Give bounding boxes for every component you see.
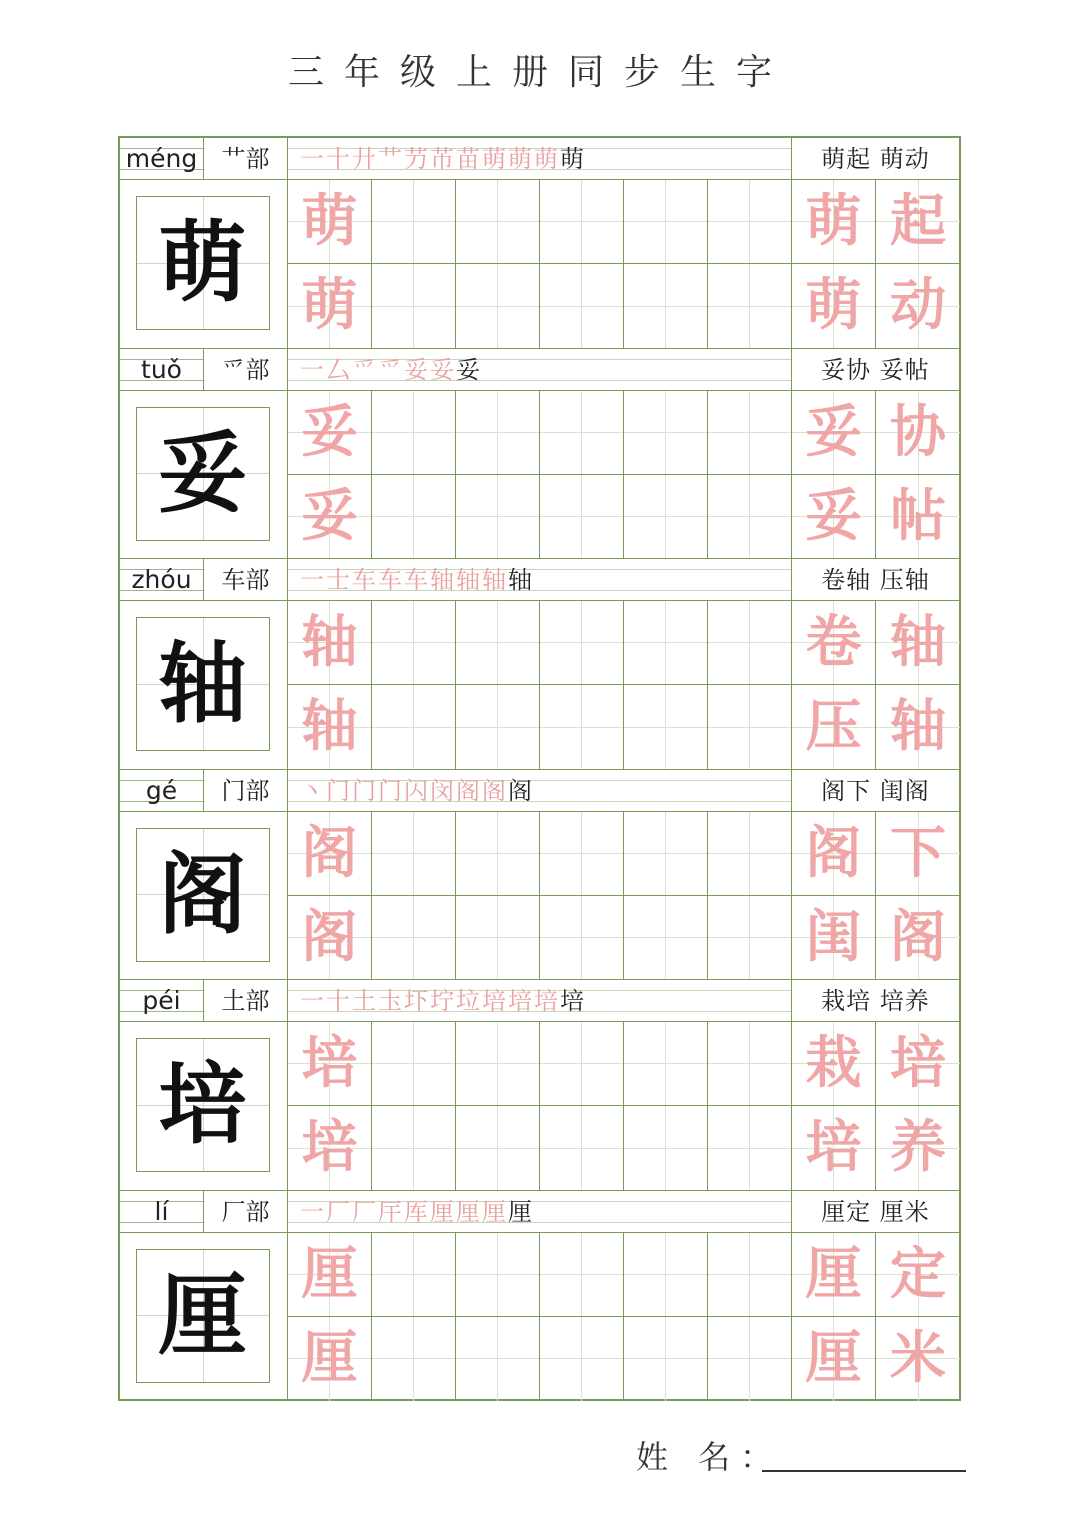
stroke-step: 厘	[482, 1197, 508, 1226]
practice-cell[interactable]	[708, 896, 792, 980]
model-character-cell	[120, 812, 288, 980]
practice-cell[interactable]	[540, 685, 624, 769]
character-header-row	[120, 349, 959, 391]
stroke-step: 轴	[508, 566, 534, 594]
practice-cell[interactable]	[288, 812, 372, 896]
stroke-step: 艹	[378, 145, 404, 173]
practice-cell[interactable]	[288, 1022, 372, 1106]
model-character: 轴	[158, 631, 247, 735]
trace-character: 轴	[890, 609, 946, 675]
practice-cell[interactable]	[624, 1233, 708, 1317]
practice-cell[interactable]	[456, 475, 540, 559]
practice-cell[interactable]	[792, 1022, 876, 1106]
trace-character: 阁	[301, 819, 358, 886]
stroke-step: 门	[378, 776, 404, 805]
trace-character: 动	[890, 272, 946, 338]
stroke-step: 阁	[508, 776, 534, 805]
trace-character: 阁	[805, 819, 862, 886]
trace-character: 妥	[805, 398, 862, 465]
stroke-step: 闵	[430, 776, 456, 805]
example-words: 栽培 培养	[821, 987, 930, 1015]
practice-cell[interactable]	[372, 1233, 456, 1317]
pinyin: lí	[120, 1191, 204, 1233]
character-block	[120, 770, 959, 980]
radical: 门部	[204, 770, 288, 812]
practice-cell[interactable]	[792, 180, 876, 264]
practice-cell[interactable]	[372, 1106, 456, 1190]
practice-cell[interactable]	[708, 1233, 792, 1317]
example-words: 卷轴 压轴	[821, 566, 930, 594]
stroke-step: 萌	[482, 145, 508, 173]
pinyin: gé	[120, 770, 204, 812]
trace-character: 协	[890, 398, 946, 465]
practice-cell[interactable]	[876, 601, 960, 685]
practice-cell[interactable]	[876, 180, 960, 264]
practice-cell[interactable]	[540, 896, 624, 980]
practice-cell[interactable]	[876, 475, 960, 559]
practice-cell[interactable]	[540, 1106, 624, 1190]
practice-cell[interactable]	[708, 685, 792, 769]
trace-character: 帖	[890, 482, 946, 549]
practice-cell[interactable]	[624, 1106, 708, 1190]
stroke-step: 妥	[430, 355, 456, 384]
trace-character: 轴	[301, 609, 358, 675]
trace-character: 轴	[890, 693, 946, 759]
trace-character: 压	[805, 693, 862, 759]
practice-cell[interactable]	[876, 264, 960, 348]
practice-cell[interactable]	[876, 1233, 960, 1317]
practice-cell[interactable]	[624, 685, 708, 769]
name-label: 姓 名：	[636, 1438, 783, 1476]
practice-cell[interactable]	[456, 391, 540, 475]
practice-cell[interactable]	[876, 896, 960, 980]
pinyin: tuǒ	[120, 349, 204, 391]
trace-character: 厘	[805, 1324, 862, 1391]
practice-cell[interactable]	[708, 1106, 792, 1190]
stroke-step: 十	[326, 987, 352, 1015]
trace-character: 闺	[805, 903, 862, 970]
stroke-step: 丶	[300, 776, 326, 805]
stroke-step: 一	[300, 355, 326, 384]
practice-cell[interactable]	[792, 391, 876, 475]
model-character-cell	[120, 1233, 288, 1401]
practice-cell[interactable]	[624, 391, 708, 475]
stroke-step: 厂	[326, 1197, 352, 1226]
stroke-step: 车	[352, 566, 378, 594]
character-block	[120, 1191, 959, 1401]
practice-cell[interactable]	[708, 180, 792, 264]
stroke-step: 培	[560, 987, 586, 1015]
practice-cell[interactable]	[624, 1022, 708, 1106]
practice-cell[interactable]	[876, 1106, 960, 1190]
practice-cell[interactable]	[540, 264, 624, 348]
stroke-step: 厘	[508, 1197, 534, 1226]
block-divider	[120, 348, 959, 349]
practice-cell[interactable]	[540, 812, 624, 896]
radical: 车部	[204, 559, 288, 601]
trace-character: 轴	[301, 693, 358, 759]
trace-character: 培	[890, 1030, 946, 1096]
example-words: 阁下 闺阁	[821, 776, 930, 805]
model-character-cell	[120, 1022, 288, 1190]
practice-cell[interactable]	[456, 685, 540, 769]
trace-character: 厘	[301, 1324, 358, 1391]
practice-cell[interactable]	[624, 896, 708, 980]
practice-cell[interactable]	[372, 601, 456, 685]
block-divider	[120, 1190, 959, 1191]
practice-cell[interactable]	[288, 601, 372, 685]
practice-cell[interactable]	[792, 812, 876, 896]
stroke-step: 苗	[456, 145, 482, 173]
practice-cell[interactable]	[708, 1317, 792, 1401]
trace-character: 下	[890, 819, 946, 886]
tianzige-box	[136, 1249, 270, 1383]
practice-cell[interactable]	[288, 896, 372, 980]
stroke-step: 轴	[482, 566, 508, 594]
practice-cell[interactable]	[288, 391, 372, 475]
stroke-step: 门	[352, 776, 378, 805]
stroke-order	[288, 138, 792, 180]
tianzige-box	[136, 828, 270, 962]
model-character: 萌	[158, 210, 247, 314]
practice-cell[interactable]	[456, 1317, 540, 1401]
tianzige-box	[136, 617, 270, 751]
practice-cell[interactable]	[288, 180, 372, 264]
trace-character: 米	[890, 1324, 946, 1391]
stroke-step: 轴	[456, 566, 482, 594]
stroke-step: 圡	[378, 987, 404, 1015]
practice-cell[interactable]	[540, 1022, 624, 1106]
name-input-line[interactable]	[762, 1470, 966, 1472]
stroke-step: 一	[300, 566, 326, 594]
practice-cell[interactable]	[876, 685, 960, 769]
block-divider	[120, 979, 959, 980]
practice-cell[interactable]	[288, 1233, 372, 1317]
example-words: 厘定 厘米	[821, 1197, 930, 1226]
trace-character: 萌	[805, 272, 862, 338]
practice-cell[interactable]	[876, 1022, 960, 1106]
practice-cell[interactable]	[540, 475, 624, 559]
stroke-step: 廾	[352, 145, 378, 173]
stroke-step: 芇	[430, 145, 456, 173]
stroke-order	[288, 1191, 792, 1233]
practice-cell[interactable]	[708, 264, 792, 348]
block-divider	[120, 558, 959, 559]
practice-cell[interactable]	[792, 1317, 876, 1401]
radical: 爫部	[204, 349, 288, 391]
practice-cell[interactable]	[876, 1317, 960, 1401]
trace-character: 妥	[301, 398, 358, 465]
block-divider	[120, 769, 959, 770]
stroke-step: 萌	[534, 145, 560, 173]
stroke-step: 士	[326, 566, 352, 594]
stroke-step: 厍	[404, 1197, 430, 1226]
practice-cell[interactable]	[540, 1317, 624, 1401]
page-title: 三年级上册同步生字	[287, 52, 792, 93]
character-header-row	[120, 1191, 959, 1233]
stroke-step: 阁	[482, 776, 508, 805]
practice-cell[interactable]	[708, 601, 792, 685]
practice-cell[interactable]	[288, 1106, 372, 1190]
trace-character: 厘	[301, 1240, 358, 1307]
stroke-step: 一	[300, 1197, 326, 1226]
practice-cell[interactable]	[792, 601, 876, 685]
radical: 厂部	[204, 1191, 288, 1233]
model-character-cell	[120, 601, 288, 769]
trace-character: 萌	[805, 188, 862, 254]
stroke-step: 闪	[404, 776, 430, 805]
trace-character: 栽	[805, 1030, 862, 1096]
practice-cell[interactable]	[792, 264, 876, 348]
stroke-step: 阁	[456, 776, 482, 805]
practice-cell[interactable]	[540, 180, 624, 264]
practice-cell[interactable]	[876, 391, 960, 475]
stroke-step: 车	[404, 566, 430, 594]
trace-character: 萌	[301, 188, 358, 254]
example-words: 妥协 妥帖	[821, 355, 930, 384]
practice-cell[interactable]	[624, 180, 708, 264]
stroke-step: 门	[326, 776, 352, 805]
stroke-step: 一	[300, 987, 326, 1015]
trace-character: 阁	[890, 903, 946, 970]
practice-cell[interactable]	[540, 601, 624, 685]
character-header-row	[120, 980, 959, 1022]
stroke-step: 土	[352, 987, 378, 1015]
stroke-step: 坾	[430, 987, 456, 1015]
practice-cell[interactable]	[540, 1233, 624, 1317]
stroke-step: 妥	[404, 355, 430, 384]
practice-cell[interactable]	[624, 812, 708, 896]
model-character: 厘	[158, 1262, 247, 1367]
practice-cell[interactable]	[288, 264, 372, 348]
stroke-step: 萌	[508, 145, 534, 173]
trace-character: 妥	[301, 482, 358, 549]
trace-character: 培	[301, 1030, 358, 1096]
practice-cell[interactable]	[456, 1022, 540, 1106]
stroke-step: 厘	[430, 1197, 456, 1226]
stroke-step: 厶	[326, 355, 352, 384]
radical: 土部	[204, 980, 288, 1022]
trace-character: 培	[301, 1114, 358, 1180]
stroke-order	[288, 559, 792, 601]
pinyin: méng	[120, 138, 204, 180]
stroke-step: 培	[482, 987, 508, 1015]
stroke-step: 厂	[352, 1197, 378, 1226]
stroke-step: 圷	[404, 987, 430, 1015]
practice-cell[interactable]	[624, 475, 708, 559]
stroke-step: 爫	[378, 355, 404, 384]
character-header-row	[120, 559, 959, 601]
stroke-step: 妥	[456, 355, 482, 384]
practice-cell[interactable]	[624, 601, 708, 685]
stroke-order	[288, 980, 792, 1022]
stroke-step: 芀	[404, 145, 430, 173]
trace-character: 妥	[805, 482, 862, 549]
character-header-row	[120, 138, 959, 180]
practice-cell[interactable]	[456, 601, 540, 685]
stroke-order	[288, 770, 792, 812]
practice-cell[interactable]	[792, 1106, 876, 1190]
model-character: 妥	[158, 420, 247, 525]
practice-cell[interactable]	[288, 685, 372, 769]
pinyin: zhóu	[120, 559, 204, 601]
character-block	[120, 980, 959, 1190]
model-character: 培	[158, 1052, 247, 1156]
practice-cell[interactable]	[372, 391, 456, 475]
stroke-step: 厈	[378, 1197, 404, 1226]
stroke-step: 厘	[456, 1197, 482, 1226]
practice-cell[interactable]	[540, 391, 624, 475]
practice-cell[interactable]	[372, 264, 456, 348]
practice-cell[interactable]	[456, 896, 540, 980]
practice-cell[interactable]	[372, 685, 456, 769]
practice-cell[interactable]	[372, 180, 456, 264]
stroke-step: 培	[534, 987, 560, 1015]
trace-character: 卷	[805, 609, 862, 675]
practice-cell[interactable]	[792, 896, 876, 980]
practice-cell[interactable]	[876, 812, 960, 896]
tianzige-box	[136, 407, 270, 541]
practice-cell[interactable]	[372, 812, 456, 896]
trace-character: 定	[890, 1240, 946, 1307]
practice-grid	[118, 136, 961, 1401]
stroke-step: 萌	[560, 145, 586, 173]
pinyin: péi	[120, 980, 204, 1022]
practice-cell[interactable]	[372, 1317, 456, 1401]
model-character: 阁	[158, 841, 247, 946]
character-header-row	[120, 770, 959, 812]
practice-cell[interactable]	[288, 1317, 372, 1401]
practice-cell[interactable]	[456, 1106, 540, 1190]
practice-cell[interactable]	[708, 475, 792, 559]
stroke-step: 培	[508, 987, 534, 1015]
tianzige-box	[136, 1038, 270, 1172]
practice-cell[interactable]	[792, 685, 876, 769]
character-block	[120, 138, 959, 348]
practice-cell[interactable]	[708, 391, 792, 475]
trace-character: 起	[890, 188, 946, 254]
practice-cell[interactable]	[708, 1022, 792, 1106]
practice-cell[interactable]	[456, 812, 540, 896]
stroke-step: 垃	[456, 987, 482, 1015]
practice-cell[interactable]	[372, 896, 456, 980]
practice-cell[interactable]	[456, 264, 540, 348]
trace-character: 阁	[301, 903, 358, 970]
stroke-step: 车	[378, 566, 404, 594]
practice-cell[interactable]	[792, 475, 876, 559]
practice-cell[interactable]	[456, 1233, 540, 1317]
practice-cell[interactable]	[456, 180, 540, 264]
radical: 艹部	[204, 138, 288, 180]
trace-character: 萌	[301, 272, 358, 338]
trace-character: 厘	[805, 1240, 862, 1307]
character-block	[120, 559, 959, 769]
example-words: 萌起 萌动	[821, 145, 930, 173]
stroke-step: 爫	[352, 355, 378, 384]
practice-cell[interactable]	[624, 1317, 708, 1401]
practice-cell[interactable]	[624, 264, 708, 348]
trace-character: 养	[890, 1114, 946, 1180]
stroke-step: 十	[326, 145, 352, 173]
practice-cell[interactable]	[372, 475, 456, 559]
practice-cell[interactable]	[792, 1233, 876, 1317]
model-character-cell	[120, 180, 288, 348]
practice-cell[interactable]	[372, 1022, 456, 1106]
trace-character: 培	[805, 1114, 862, 1180]
character-block	[120, 349, 959, 559]
tianzige-box	[136, 196, 270, 330]
model-character-cell	[120, 391, 288, 559]
practice-cell[interactable]	[288, 475, 372, 559]
stroke-step: 一	[300, 145, 326, 173]
practice-cell[interactable]	[708, 812, 792, 896]
stroke-step: 轴	[430, 566, 456, 594]
stroke-order	[288, 349, 792, 391]
